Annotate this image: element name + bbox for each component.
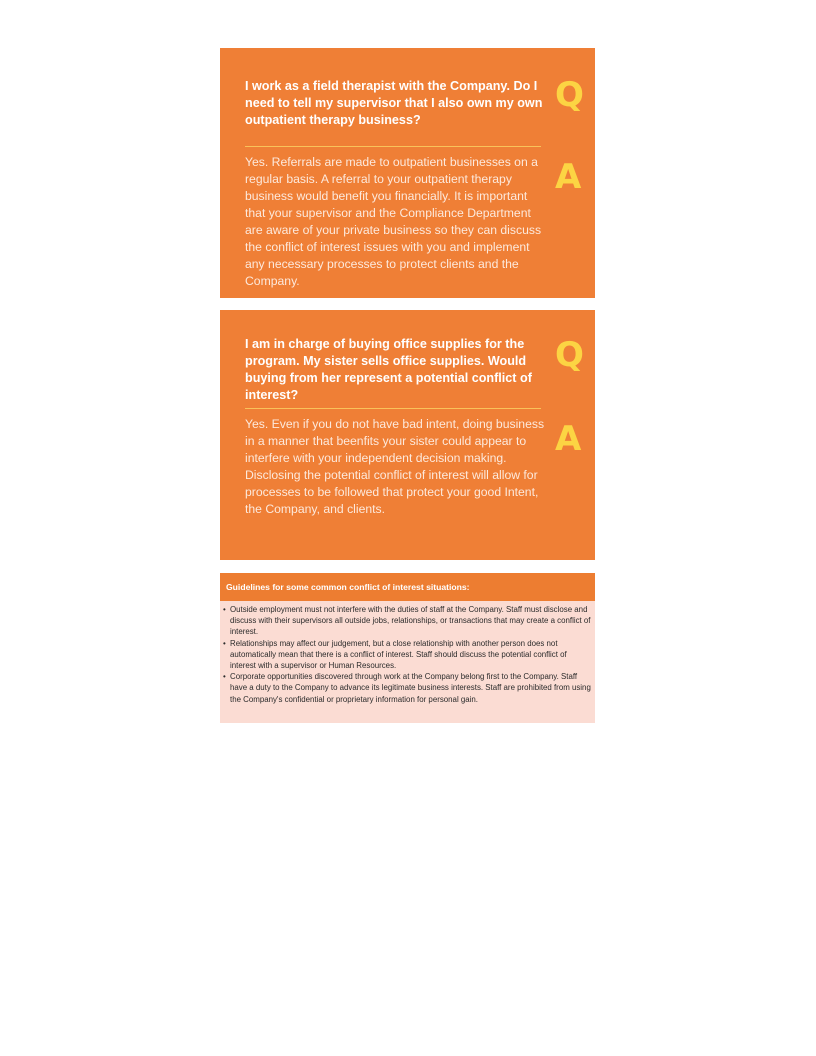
- question-text: I work as a field therapist with the Company. Do I need to tell my supervisor that I also own my own outpatient therapy business?: [245, 79, 543, 127]
- guidelines-list: [220, 601, 595, 705]
- bullet-icon: •: [223, 605, 226, 614]
- bullet-icon: •: [223, 672, 226, 682]
- question-marker: Q: [555, 75, 584, 115]
- guideline-text: Corporate opportunities discovered through work at the Company belong first to the Company. Staff have a duty to the Company to advance its legitimate business interests. Staff are prohibited from using the Company's confidential or proprietary information for personal gain.: [230, 672, 591, 704]
- question-marker: Q: [555, 335, 584, 375]
- qa-card-field-therapist: [220, 48, 595, 298]
- qa-card-office-supplies: [220, 310, 595, 560]
- answer-text: Yes. Even if you do not have bad intent, doing business in a manner that beenfits your sister could appear to interfere with your independent decision making. Disclosing the potential conflict of interest will allow for processes to be followed that protect your good Intent, the Company, and clients.: [245, 417, 545, 516]
- guideline-item: [220, 604, 595, 638]
- guidelines-title: Guidelines for some common conflict of interest situations:: [220, 573, 595, 601]
- guideline-text: Relationships may affect our judgement, but a close relationship with another person does not automatically mean that there is a conflict of interest. Staff should discuss the potential conflict of interest with a supervisor or Human Resources.: [230, 638, 567, 671]
- answer-marker: A: [555, 419, 582, 459]
- guideline-item: [220, 638, 595, 672]
- guidelines-box: [220, 573, 595, 723]
- question-text: I am in charge of buying office supplies for the program. My sister sells office supplies. Would buying from her represent a potential conflict of interest?: [245, 337, 532, 402]
- guideline-item: [220, 671, 595, 705]
- divider: [245, 146, 541, 147]
- divider: [245, 408, 541, 409]
- answer-text: Yes. Referrals are made to outpatient businesses on a regular basis. A referral to your outpatient therapy business would benefit you financially. It is important that your supervisor and the Compliance Department are aware of your private business so they can discuss the conflict of interest issues with you and implement any necessary processes to protect clients and the Company.: [245, 155, 542, 288]
- guideline-text: Outside employment must not interfere with the duties of staff at the Company. Staff must disclose and discuss with their supervisors all outside jobs, relationships, or transactions that may create a conflict of interest.: [230, 605, 591, 637]
- bullet-icon: •: [223, 638, 226, 648]
- answer-marker: A: [555, 157, 582, 197]
